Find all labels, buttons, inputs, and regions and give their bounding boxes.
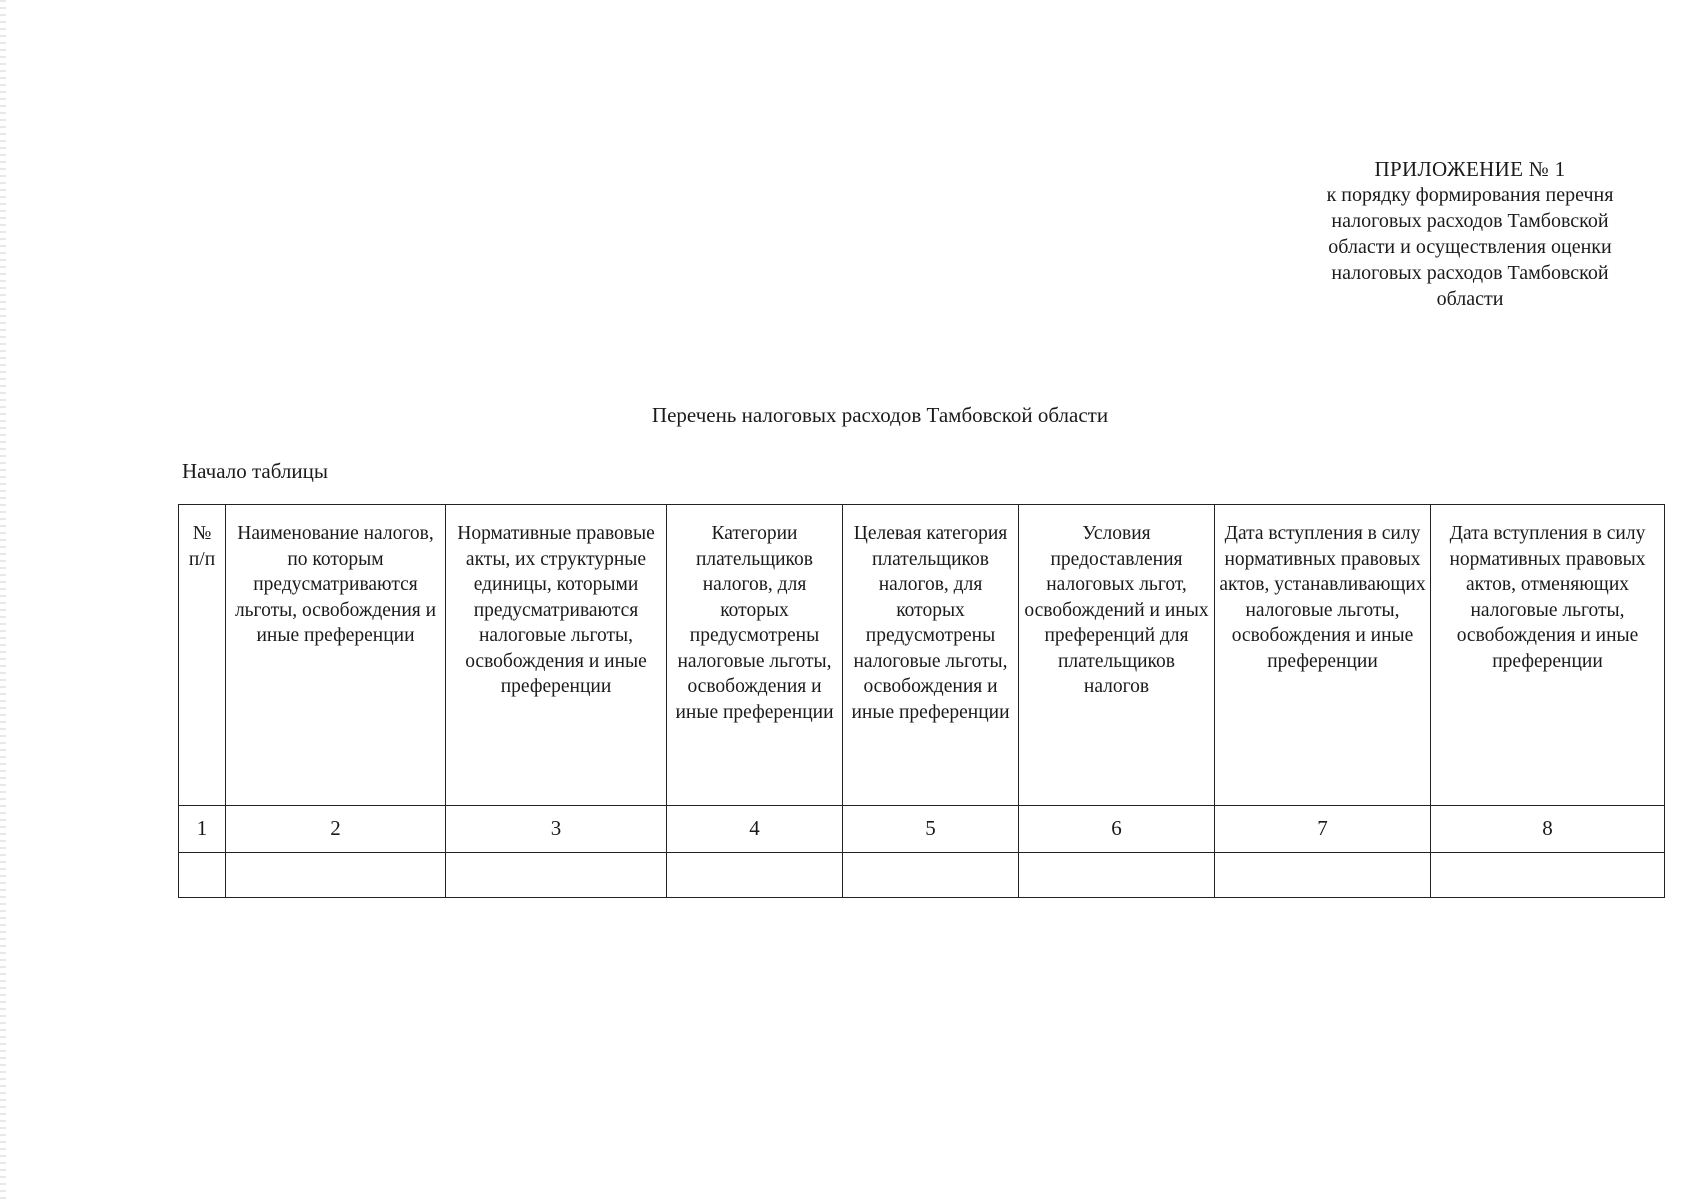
table-cell: [1215, 853, 1431, 898]
appendix-line: налоговых расходов Тамбовской: [1331, 210, 1609, 232]
column-number-cell: 5: [843, 806, 1019, 853]
header-cell-effective-date: Дата вступления в силу нормативных правовых актов, устанавливающих налоговые льготы, освобождения и иные преференции: [1215, 505, 1431, 806]
column-number-cell: 3: [446, 806, 667, 853]
table-cell: [1431, 853, 1665, 898]
appendix-heading: ПРИЛОЖЕНИЕ № 1: [1374, 157, 1566, 181]
table-cell: [179, 853, 226, 898]
column-number-cell: 6: [1019, 806, 1215, 853]
table-cell: [446, 853, 667, 898]
appendix-block: [1290, 156, 1650, 312]
table-column-numbers-row: [179, 806, 1665, 853]
column-number-cell: 7: [1215, 806, 1431, 853]
header-cell-target-category: Целевая категория плательщиков налогов, для которых предусмотрены налоговые льготы, освобождения и иные преференции: [843, 505, 1019, 806]
header-cell-repeal-date: Дата вступления в силу нормативных правовых актов, отменяющих налоговые льготы, освобождения и иные преференции: [1431, 505, 1665, 806]
appendix-line: области и осуществления оценки: [1328, 236, 1612, 258]
column-number-cell: 4: [667, 806, 843, 853]
header-cell-legal-acts: Нормативные правовые акты, их структурные единицы, которыми предусматриваются налоговые льготы, освобождения и иные преференции: [446, 505, 667, 806]
header-cell-conditions: Условия предоставления налоговых льгот, освобождений и иных преференций для плательщиков налогов: [1019, 505, 1215, 806]
table-cell: [843, 853, 1019, 898]
appendix-line: к порядку формирования перечня: [1326, 184, 1614, 206]
table-row: [179, 853, 1665, 898]
appendix-line: области: [1436, 288, 1504, 310]
table-header-row: [179, 505, 1665, 806]
column-number-cell: 8: [1431, 806, 1665, 853]
column-number-cell: 1: [179, 806, 226, 853]
table-cell: [226, 853, 446, 898]
header-cell-tax-name: Наименование налогов, по которым предусматриваются льготы, освобождения и иные преференции: [226, 505, 446, 806]
tax-expenditures-table: [178, 504, 1665, 898]
appendix-line: налоговых расходов Тамбовской: [1331, 262, 1609, 284]
table-start-label: Начало таблицы: [182, 459, 328, 483]
table-cell: [667, 853, 843, 898]
scan-edge-artifact: [0, 0, 6, 1200]
header-cell-payer-categories: Категории плательщиков налогов, для которых предусмотрены налоговые льготы, освобождения и иные преференции: [667, 505, 843, 806]
table-cell: [1019, 853, 1215, 898]
column-number-cell: 2: [226, 806, 446, 853]
header-cell-number: № п/п: [179, 505, 226, 806]
document-title: Перечень налоговых расходов Тамбовской области: [651, 403, 1109, 427]
